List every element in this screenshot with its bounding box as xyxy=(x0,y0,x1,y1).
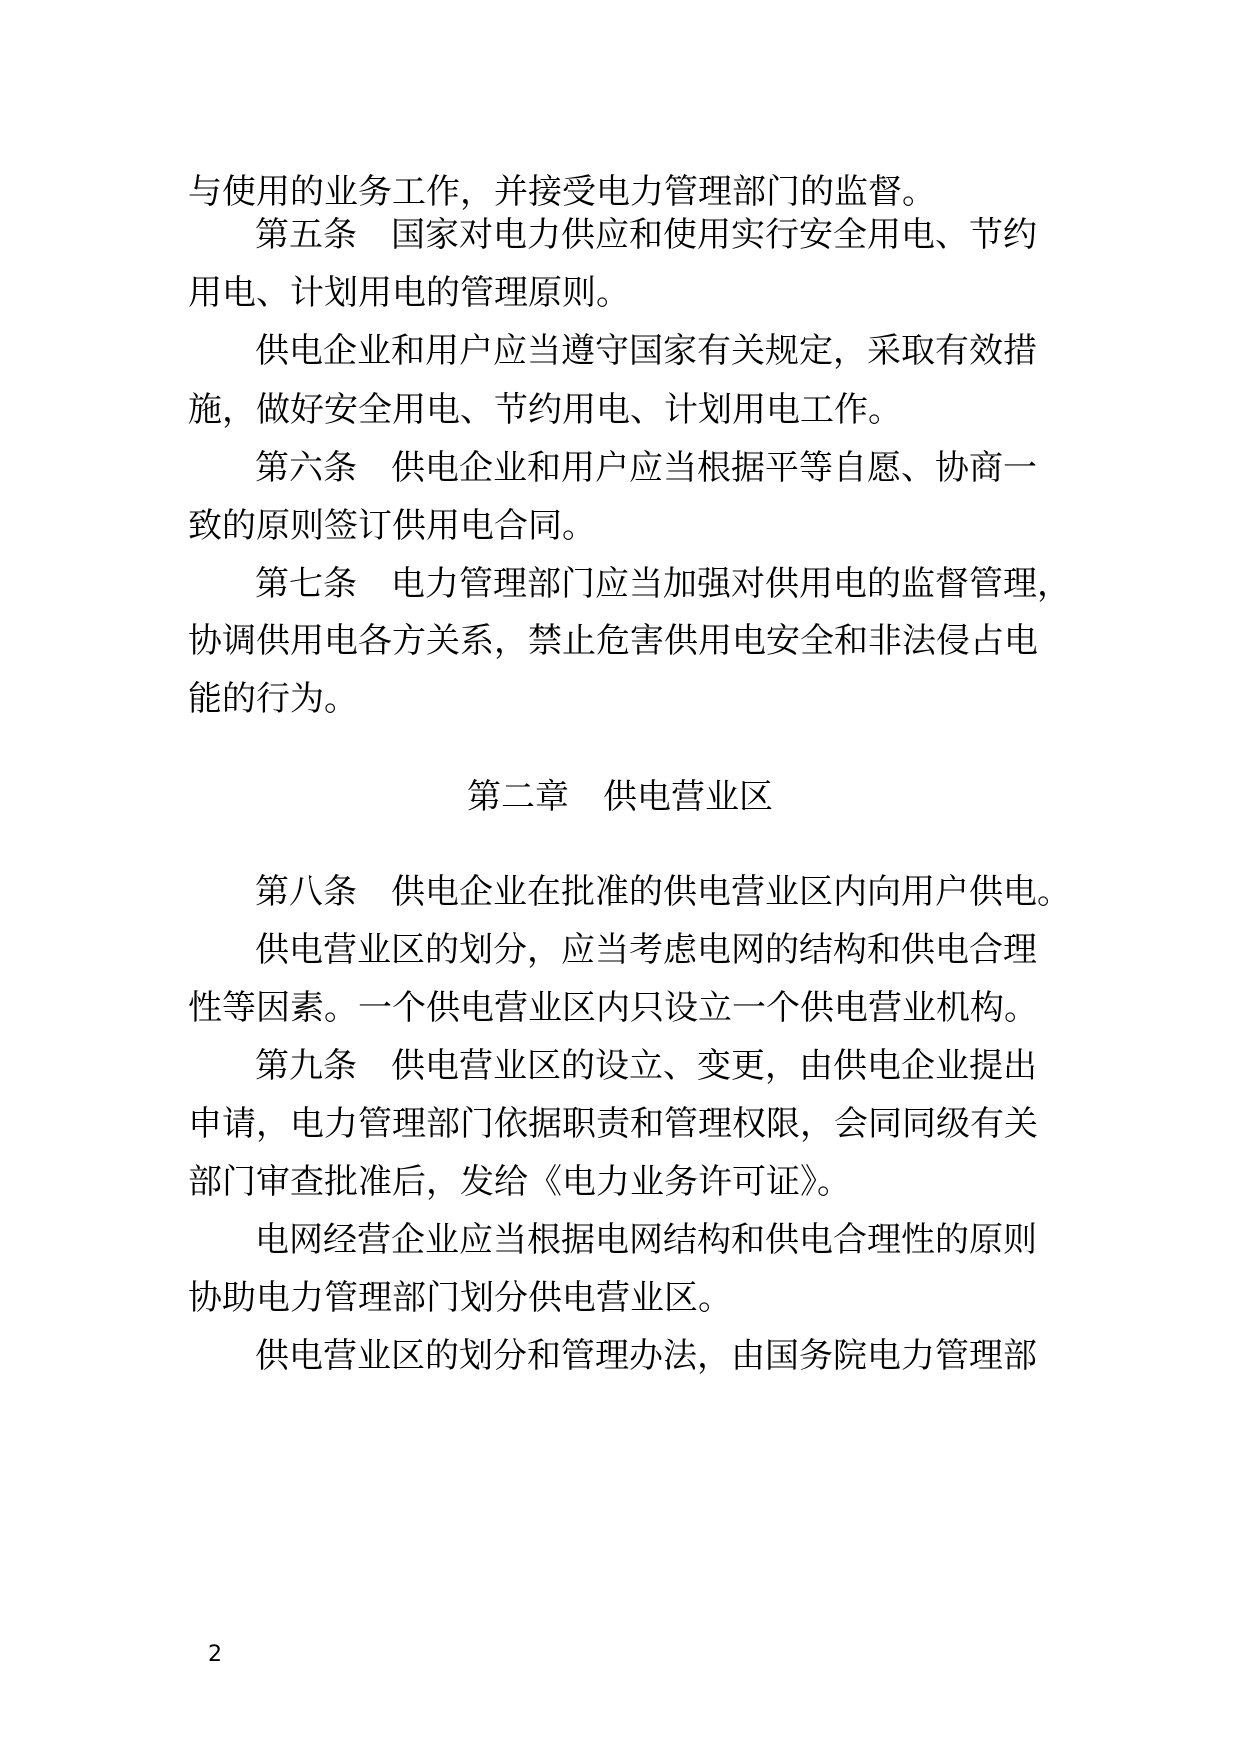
article-7-line: 第七条 电力管理部门应当加强对供用电的监督管理， xyxy=(255,564,1071,604)
text-line: 协调供用电各方关系，禁止危害供用电安全和非法侵占电 xyxy=(188,621,1038,661)
text-line: 致的原则签订供用电合同。 xyxy=(188,506,596,546)
text-line: 用电、计划用电的管理原则。 xyxy=(188,273,630,313)
text-line: 申请，电力管理部门依据职责和管理权限，会同同级有关 xyxy=(188,1104,1038,1144)
text-line: 部门审查批准后，发给《电力业务许可证》。 xyxy=(188,1162,851,1202)
text-line: 供电企业和用户应当遵守国家有关规定，采取有效措 xyxy=(255,331,1037,371)
text-line: 性等因素。一个供电营业区内只设立一个供电营业机构。 xyxy=(188,988,1038,1028)
chapter-heading: 第二章 供电营业区 xyxy=(467,777,773,817)
article-9-line: 第九条 供电营业区的设立、变更，由供电企业提出 xyxy=(255,1046,1037,1086)
text-line: 电网经营企业应当根据电网结构和供电合理性的原则 xyxy=(255,1220,1037,1260)
text-line: 能的行为。 xyxy=(188,679,358,719)
text-line: 协助电力管理部门划分供电营业区。 xyxy=(188,1278,732,1318)
article-8-line: 第八条 供电企业在批准的供电营业区内向用户供电。 xyxy=(255,872,1071,912)
text-line: 施，做好安全用电、节约用电、计划用电工作。 xyxy=(188,390,902,430)
page-number: 2 xyxy=(208,1642,222,1667)
article-6-line: 第六条 供电企业和用户应当根据平等自愿、协商一 xyxy=(255,448,1037,488)
text-line: 供电营业区的划分和管理办法，由国务院电力管理部 xyxy=(255,1336,1037,1376)
text-line: 与使用的业务工作，并接受电力管理部门的监督。 xyxy=(188,172,936,212)
text-line: 供电营业区的划分，应当考虑电网的结构和供电合理 xyxy=(255,930,1037,970)
article-5-line: 第五条 国家对电力供应和使用实行安全用电、节约 xyxy=(255,215,1037,255)
